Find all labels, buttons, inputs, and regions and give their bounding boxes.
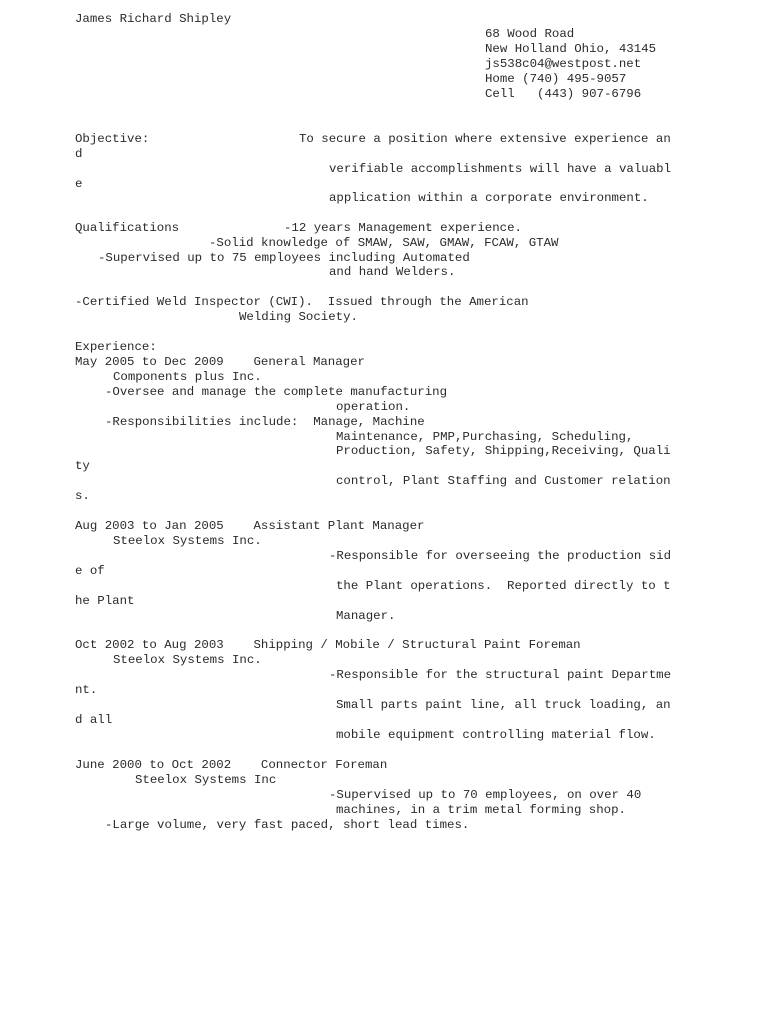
qualifications-label: Qualifications	[75, 221, 180, 235]
contact-city: New Holland Ohio, 43145	[485, 42, 657, 56]
job-company: Components plus Inc.	[113, 370, 262, 384]
job-detail: control, Plant Staffing and Customer relation	[336, 474, 671, 488]
qualification-item: -Supervised up to 75 employees including Automated	[98, 251, 470, 265]
objective-line: verifiable accomplishments will have a valuabl	[329, 162, 672, 176]
contact-email: js538c04@westpost.net	[485, 57, 642, 71]
job-detail-wrap: s.	[75, 489, 90, 503]
job-detail-wrap: d all	[75, 713, 113, 727]
qualification-item: -Solid knowledge of SMAW, SAW, GMAW, FCAW, GTAW	[209, 236, 559, 250]
job-company: Steelox Systems Inc.	[113, 534, 262, 548]
objective-line-wrap: d	[75, 147, 83, 161]
objective-label: Objective:	[75, 132, 150, 146]
objective-line-wrap: e	[75, 177, 83, 191]
job-detail: -Responsible for the structural paint Departme	[329, 668, 672, 682]
job-detail: Maintenance, PMP,Purchasing, Scheduling,	[336, 430, 634, 444]
job-detail: -Responsibilities include: Manage, Machine	[105, 415, 425, 429]
experience-label: Experience:	[75, 340, 157, 354]
job-detail: Small parts paint line, all truck loading, an	[336, 698, 671, 712]
job-heading: Oct 2002 to Aug 2003 Shipping / Mobile / Structural Paint Foreman	[75, 638, 581, 652]
contact-street: 68 Wood Road	[485, 27, 575, 41]
objective-line: application within a corporate environment.	[329, 191, 649, 205]
qualification-item: and hand Welders.	[329, 265, 456, 279]
job-detail: -Supervised up to 70 employees, on over 40	[329, 788, 642, 802]
job-detail: operation.	[336, 400, 411, 414]
job-detail-wrap: e of	[75, 564, 105, 578]
qualification-item: -12 years Management experience.	[284, 221, 522, 235]
job-detail: Manager.	[336, 609, 396, 623]
job-detail: -Oversee and manage the complete manufacturing	[105, 385, 448, 399]
applicant-name: James Richard Shipley	[75, 12, 232, 26]
job-detail: Production, Safety, Shipping,Receiving, Quali	[336, 444, 671, 458]
job-company: Steelox Systems Inc	[135, 773, 277, 787]
job-company: Steelox Systems Inc.	[113, 653, 262, 667]
job-detail: the Plant operations. Reported directly to t	[336, 579, 671, 593]
contact-cell-phone: Cell (443) 907-6796	[485, 87, 642, 101]
job-detail-wrap: he Plant	[75, 594, 135, 608]
job-detail-wrap: nt.	[75, 683, 98, 697]
job-detail: machines, in a trim metal forming shop.	[336, 803, 626, 817]
job-heading: Aug 2003 to Jan 2005 Assistant Plant Manager	[75, 519, 425, 533]
job-detail: -Large volume, very fast paced, short lead times.	[105, 818, 470, 832]
job-detail-wrap: ty	[75, 459, 90, 473]
qualification-item: Welding Society.	[239, 310, 358, 324]
objective-line: To secure a position where extensive experience an	[299, 132, 671, 146]
contact-home-phone: Home (740) 495-9057	[485, 72, 627, 86]
job-detail: -Responsible for overseeing the production sid	[329, 549, 672, 563]
job-heading: May 2005 to Dec 2009 General Manager	[75, 355, 365, 369]
qualification-item: -Certified Weld Inspector (CWI). Issued through the American	[75, 295, 529, 309]
job-heading: June 2000 to Oct 2002 Connector Foreman	[75, 758, 388, 772]
job-detail: mobile equipment controlling material flow.	[336, 728, 656, 742]
